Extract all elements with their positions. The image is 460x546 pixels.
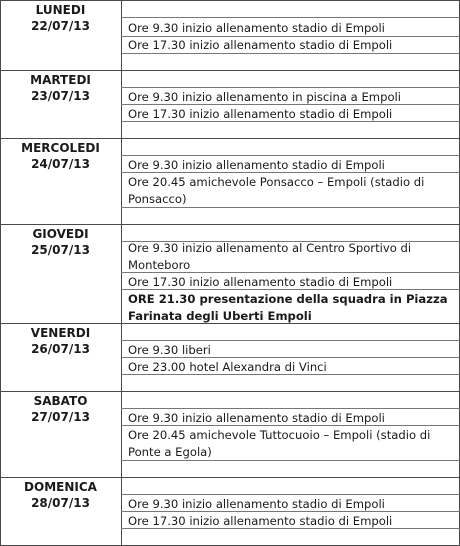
day-date: 24/07/13: [31, 157, 90, 171]
day-separator: [0, 70, 460, 71]
day-name: SABATO: [33, 394, 88, 408]
day-date: 23/07/13: [31, 89, 90, 103]
event-text: Ore 17.30 inizio allenamento stadio di Empoli: [128, 107, 393, 121]
event-text: Ore 9.30 liberi: [128, 343, 211, 357]
event-text: Ore 23.00 hotel Alexandra di Vinci: [128, 360, 327, 374]
day-name: GIOVEDI: [32, 227, 89, 241]
row-divider: [121, 17, 460, 18]
row-divider: [121, 207, 460, 208]
day-separator: [0, 224, 460, 225]
event-text: Ore 9.30 inizio allenamento stadio di Empoli: [128, 21, 385, 35]
event-text: Ore 9.30 inizio allenamento in piscina a Empoli: [128, 90, 401, 104]
day-name: LUNEDI: [35, 3, 86, 17]
day-separator: [0, 477, 460, 478]
row-divider: [121, 340, 460, 341]
day-label: [0, 72, 121, 104]
row-divider: [121, 528, 460, 529]
row-divider: [121, 374, 460, 375]
day-label: [0, 393, 121, 425]
day-date: 27/07/13: [31, 410, 90, 424]
day-separator: [0, 323, 460, 324]
day-date: 28/07/13: [31, 496, 90, 510]
row-divider: [121, 53, 460, 54]
row-divider: [121, 272, 460, 273]
event-text: Ore 17.30 inizio allenamento stadio di Empoli: [128, 38, 393, 52]
day-date: 26/07/13: [31, 342, 90, 356]
row-divider: [121, 87, 460, 88]
event-text: ORE 21.30 presentazione della squadra in Piazza Farinata degli Uberti Empoli: [128, 292, 448, 323]
day-label: [0, 2, 121, 34]
row-divider: [121, 121, 460, 122]
row-divider: [121, 172, 460, 173]
day-label: [0, 479, 121, 511]
event-text: Ore 9.30 inizio allenamento al Centro Sportivo di Monteboro: [128, 241, 412, 272]
day-label: [0, 226, 121, 258]
row-divider: [121, 155, 460, 156]
day-name: DOMENICA: [24, 480, 97, 494]
day-label: [0, 140, 121, 172]
row-divider: [121, 425, 460, 426]
row-divider: [121, 357, 460, 358]
day-label: [0, 325, 121, 357]
table-border-top: [0, 0, 460, 1]
day-name: MERCOLEDI: [21, 141, 100, 155]
day-separator: [0, 138, 460, 139]
event-text: Ore 9.30 inizio allenamento stadio di Empoli: [128, 411, 385, 425]
day-separator: [0, 391, 460, 392]
day-date: 25/07/13: [31, 243, 90, 257]
row-divider: [121, 408, 460, 409]
event-text: Ore 9.30 inizio allenamento stadio di Empoli: [128, 497, 385, 511]
row-divider: [121, 289, 460, 290]
column-divider: [121, 0, 122, 546]
row-divider: [121, 511, 460, 512]
row-divider: [121, 494, 460, 495]
event-text: Ore 20.45 amichevole Ponsacco – Empoli (stadio di Ponsacco): [128, 175, 425, 206]
day-date: 22/07/13: [31, 19, 90, 33]
event-text: Ore 9.30 inizio allenamento stadio di Empoli: [128, 158, 385, 172]
day-name: VENERDI: [30, 326, 91, 340]
event-text: Ore 17.30 inizio allenamento stadio di Empoli: [128, 275, 393, 289]
row-divider: [121, 104, 460, 105]
event-text: Ore 17.30 inizio allenamento stadio di Empoli: [128, 514, 393, 528]
row-divider: [121, 460, 460, 461]
day-name: MARTEDI: [30, 73, 91, 87]
event-text: Ore 20.45 amichevole Tuttocuoio – Empoli (stadio di Ponte a Egola): [128, 428, 431, 459]
